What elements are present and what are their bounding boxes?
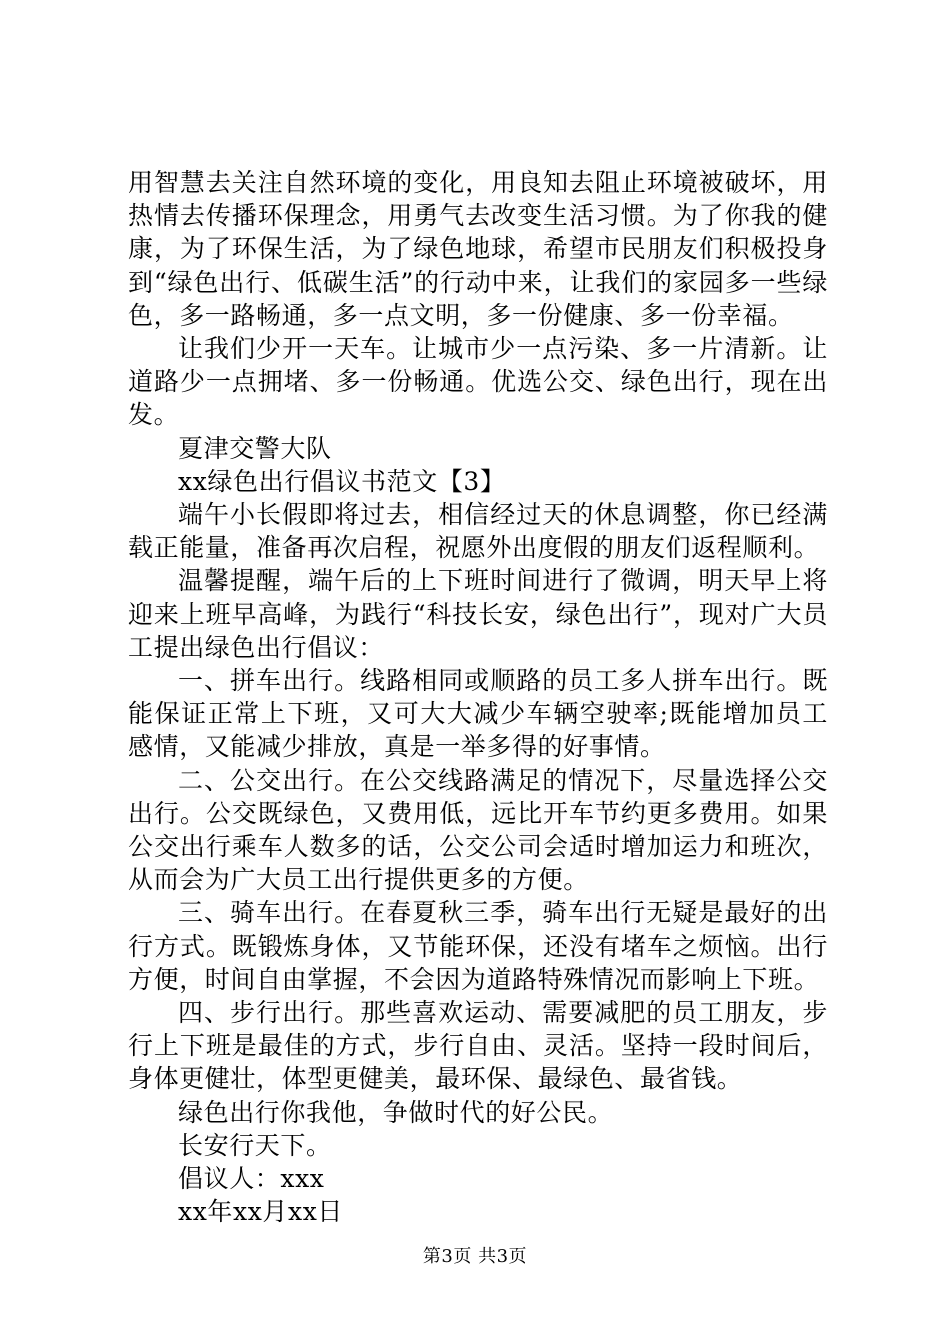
paragraph: 绿色出行你我他，争做时代的好公民。 [178, 1097, 614, 1127]
paragraph-item-1: 一、拼车出行。线路相同或顺路的员工多人拼车出行。既能保证正常上下班，又可大大减少车辆空驶率;既能增加员工感情，又能减少排放，真是一举多得的好事情。 [128, 666, 828, 762]
signature-date: xx年xx月xx日 [178, 1197, 343, 1227]
paragraph-item-4: 四、步行出行。那些喜欢运动、需要减肥的员工朋友，步行上下班是最佳的方式，步行自由、灵活。坚持一段时间后，身体更健壮，体型更健美，最环保、最绿色、最省钱。 [128, 998, 828, 1094]
paragraph-signature-org: 夏津交警大队 [178, 433, 332, 463]
paragraph: 长安行天下。 [178, 1130, 332, 1160]
paragraph-item-2: 二、公交出行。在公交线路满足的情况下，尽量选择公交出行。公交既绿色，又费用低，远比开车节约更多费用。如果公交出行乘车人数多的话，公交公司会适时增加运力和班次，从而会为广大员工出行提供更多的方便。 [128, 765, 828, 895]
signature-initiator: 倡议人：xxx [178, 1164, 325, 1194]
paragraph: 端午小长假即将过去，相信经过天的休息调整，你已经满载正能量，准备再次启程，祝愿外出度假的朋友们返程顺利。 [128, 500, 828, 563]
paragraph: 温馨提醒，端午后的上下班时间进行了微调，明天早上将迎来上班早高峰，为践行“科技长安，绿色出行”，现对广大员工提出绿色出行倡议： [128, 566, 828, 662]
paragraph-item-3: 三、骑车出行。在春夏秋三季，骑车出行无疑是最好的出行方式。既锻炼身体，又节能环保，还没有堵车之烦恼。出行方便，时间自由掌握，不会因为道路特殊情况而影响上下班。 [128, 898, 828, 994]
page-number-footer: 第3页 共3页 [422, 1246, 528, 1267]
paragraph: 让我们少开一天车。让城市少一点污染、多一片清新。让道路少一点拥堵、多一份畅通。优选公交、绿色出行，现在出发。 [128, 334, 828, 430]
paragraph-continued: 用智慧去关注自然环境的变化，用良知去阻止环境被破坏，用热情去传播环保理念，用勇气去改变生活习惯。为了你我的健康，为了环保生活，为了绿色地球，希望市民朋友们积极投身到“绿色出行、低碳生活”的行动中来，让我们的家园多一些绿色，多一路畅通，多一点文明，多一份健康、多一份幸福。 [128, 168, 828, 330]
document-body [128, 166, 828, 1229]
section-heading: xx绿色出行倡议书范文【3】 [178, 466, 506, 496]
